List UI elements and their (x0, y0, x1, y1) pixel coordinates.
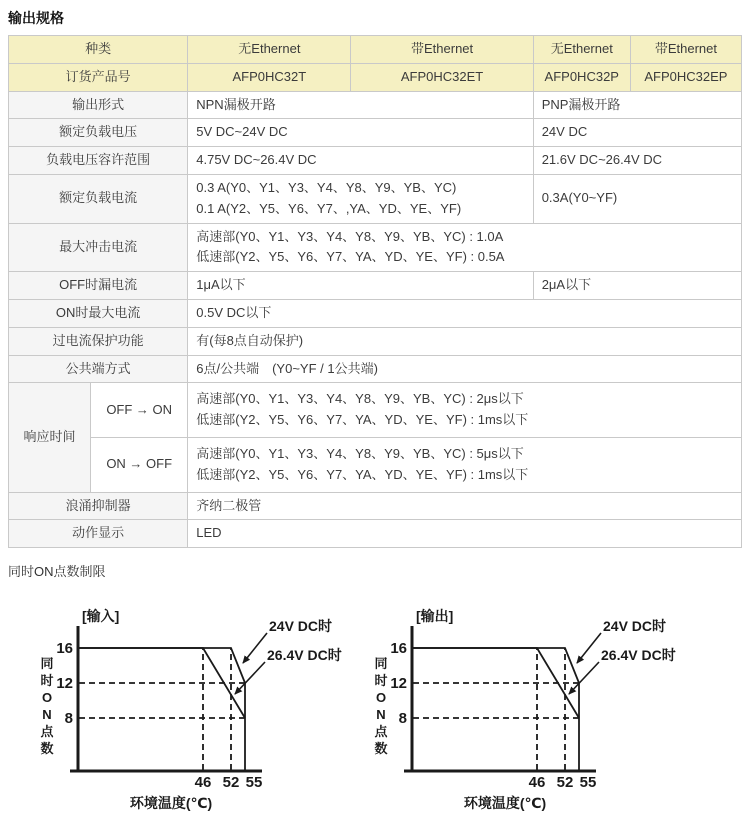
x-tick-label: 55 (245, 774, 263, 792)
spec-value-cell: 1μA以下 (188, 272, 533, 300)
table-row (9, 492, 742, 520)
spec-value-cell: 2μA以下 (533, 272, 741, 300)
y-tick-label: 12 (56, 675, 73, 693)
y-axis-label-char: 点 (374, 724, 388, 740)
spec-value-cell: LED (188, 520, 742, 548)
spec-value-cell: 5V DC~24V DC (188, 119, 533, 147)
section-title-simultaneous-on-limit: 同时ON点数制限 (8, 564, 106, 580)
y-axis-label-char: 时 (40, 673, 54, 689)
x-tick-label: 55 (579, 774, 597, 792)
spec-header-cell: AFP0HC32P (533, 63, 630, 91)
spec-sublabel-cell: OFF → ON (91, 383, 188, 438)
y-axis-label-char: 同 (40, 656, 54, 672)
derating-charts-row (36, 606, 750, 824)
spec-value-cell: 6点/公共端 (Y0~YF / 1公共端) (188, 355, 742, 383)
spec-label-cell: 额定负载电压 (9, 119, 188, 147)
y-axis-label-char: O (375, 690, 387, 706)
spec-label-cell: 额定负载电流 (9, 174, 188, 223)
spec-value-cell: 齐纳二极管 (188, 492, 742, 520)
spec-label-cell: 响应时间 (9, 383, 91, 492)
y-tick-label: 8 (64, 710, 73, 728)
spec-header-cell: 无Ethernet (188, 36, 351, 64)
spec-header-cell: AFP0HC32T (188, 63, 351, 91)
y-axis-label-char: 数 (40, 741, 54, 757)
page-title: 输出规格 (8, 10, 64, 26)
table-row (9, 383, 742, 438)
series-annotation: 26.4V DC时 (601, 647, 676, 664)
spec-label-cell: 动作显示 (9, 520, 188, 548)
y-axis-label-char: 点 (40, 724, 54, 740)
table-row (9, 272, 742, 300)
spec-value-cell: 0.3 A(Y0、Y1、Y3、Y4、Y8、Y9、YB、YC) 0.1 A(Y2、Y5、Y6、Y7、,YA、YD、YE、YF) (188, 174, 533, 223)
table-row (9, 63, 742, 91)
y-axis-label-char: N (376, 707, 386, 723)
derating-chart-svg (370, 606, 690, 824)
table-row (9, 36, 742, 64)
y-axis-label-char: O (41, 690, 53, 706)
spec-value-cell: PNP漏极开路 (533, 91, 741, 119)
output-spec-table-body (9, 36, 742, 548)
x-tick-label: 52 (556, 774, 574, 792)
spec-header-cell: 带Ethernet (630, 36, 741, 64)
y-axis-label-char: 时 (374, 673, 388, 689)
derating-chart-input (36, 606, 356, 824)
table-row (9, 437, 742, 492)
y-tick-label: 16 (390, 640, 407, 658)
spec-label-cell: ON时最大电流 (9, 299, 188, 327)
spec-label-cell: 过电流保护功能 (9, 327, 188, 355)
spec-value-cell: 0.3A(Y0~YF) (533, 174, 741, 223)
y-tick-label: 16 (56, 640, 73, 658)
spec-header-cell: AFP0HC32EP (630, 63, 741, 91)
y-axis-label-char: N (42, 707, 52, 723)
table-row (9, 223, 742, 272)
spec-header-cell: 无Ethernet (533, 36, 630, 64)
spec-label-cell: 负载电压容许范围 (9, 147, 188, 175)
spec-label-cell: 最大冲击电流 (9, 223, 188, 272)
table-row (9, 299, 742, 327)
x-tick-label: 46 (194, 774, 212, 792)
spec-label-cell: OFF时漏电流 (9, 272, 188, 300)
table-row (9, 520, 742, 548)
table-row (9, 91, 742, 119)
table-row (9, 174, 742, 223)
spec-label-cell: 浪涌抑制器 (9, 492, 188, 520)
spec-label-cell: 公共端方式 (9, 355, 188, 383)
series-annotation: 26.4V DC时 (267, 647, 342, 664)
table-row (9, 119, 742, 147)
spec-value-cell: 高速部(Y0、Y1、Y3、Y4、Y8、Y9、YB、YC) : 5μs以下 低速部(Y2、Y5、Y6、Y7、YA、YD、YE、YF) : 1ms以下 (188, 437, 742, 492)
x-tick-label: 52 (222, 774, 240, 792)
x-tick-label: 46 (528, 774, 546, 792)
table-row (9, 327, 742, 355)
spec-value-cell: 有(每8点自动保护) (188, 327, 742, 355)
series-annotation: 24V DC时 (603, 618, 667, 635)
x-axis-label: 环境温度(℃) (463, 795, 547, 812)
spec-value-cell: 21.6V DC~26.4V DC (533, 147, 741, 175)
spec-header-cell: 种类 (9, 36, 188, 64)
spec-value-cell: 0.5V DC以下 (188, 299, 742, 327)
table-row (9, 147, 742, 175)
spec-value-cell: 4.75V DC~26.4V DC (188, 147, 533, 175)
y-axis-label-char: 数 (374, 741, 388, 757)
spec-sublabel-cell: ON → OFF (91, 437, 188, 492)
spec-value-cell: 高速部(Y0、Y1、Y3、Y4、Y8、Y9、YB、YC) : 2μs以下 低速部(Y2、Y5、Y6、Y7、YA、YD、YE、YF) : 1ms以下 (188, 383, 742, 438)
y-tick-label: 8 (398, 710, 407, 728)
y-axis-label-char: 同 (374, 656, 388, 672)
table-row (9, 355, 742, 383)
derating-chart-output (370, 606, 690, 824)
spec-header-cell: AFP0HC32ET (351, 63, 533, 91)
spec-label-cell: 输出形式 (9, 91, 188, 119)
y-tick-label: 12 (390, 675, 407, 693)
series-annotation: 24V DC时 (269, 618, 333, 635)
derating-chart-svg (36, 606, 356, 824)
chart-title: [输出] (416, 608, 454, 625)
x-axis-label: 环境温度(℃) (129, 795, 213, 812)
spec-header-cell: 订货产品号 (9, 63, 188, 91)
output-spec-table (8, 35, 742, 548)
spec-header-cell: 带Ethernet (351, 36, 533, 64)
spec-value-cell: 高速部(Y0、Y1、Y3、Y4、Y8、Y9、YB、YC) : 1.0A 低速部(Y2、Y5、Y6、Y7、YA、YD、YE、YF) : 0.5A (188, 223, 742, 272)
chart-title: [输入] (82, 608, 120, 625)
spec-value-cell: NPN漏极开路 (188, 91, 533, 119)
spec-value-cell: 24V DC (533, 119, 741, 147)
